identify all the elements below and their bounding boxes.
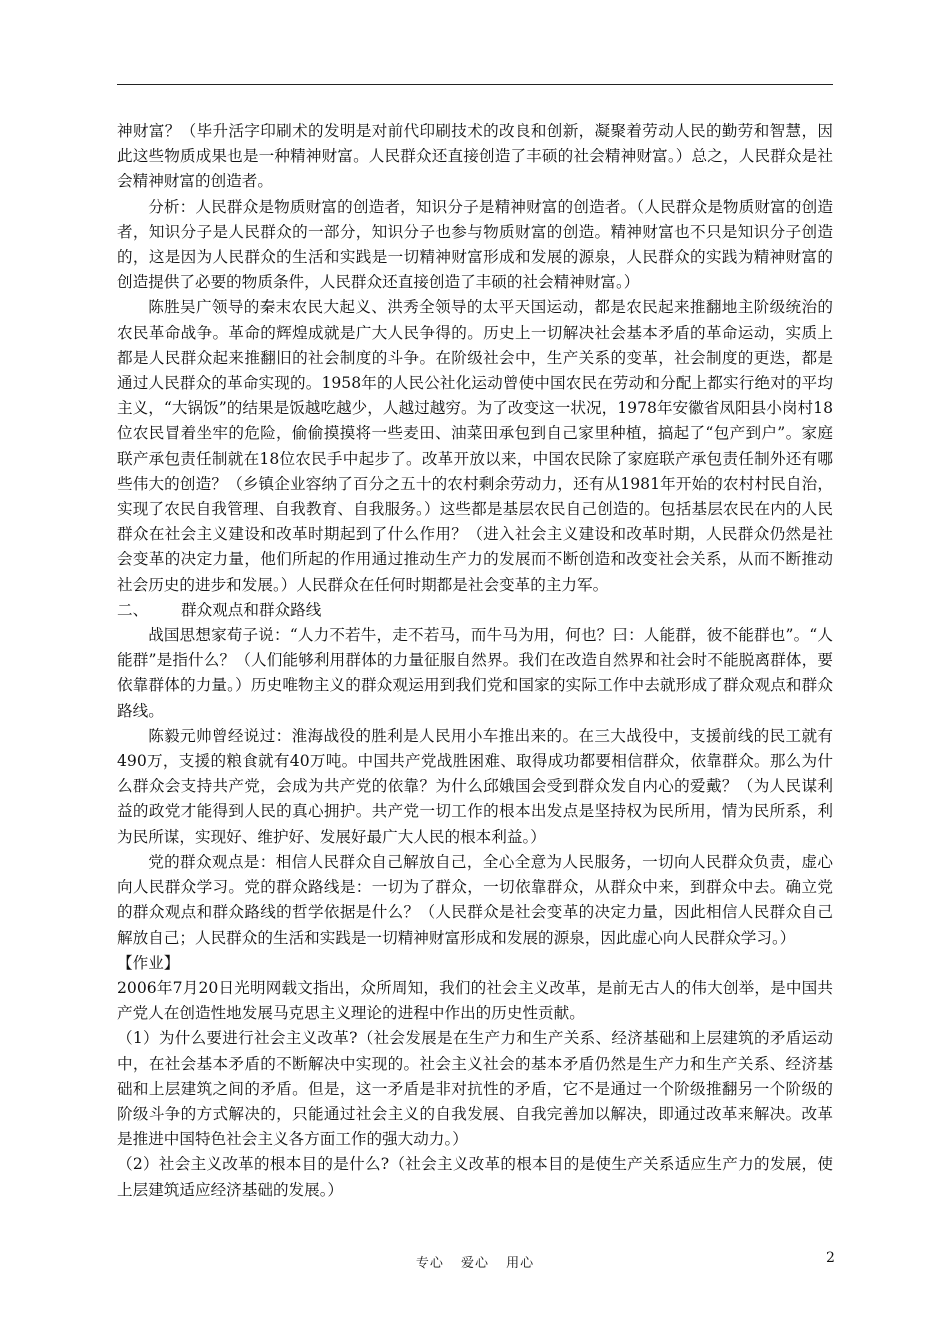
paragraph-question-1: （1）为什么要进行社会主义改革?（社会发展是在生产力和生产关系、经济基础和上层建筑的矛盾运动中，在社会基本矛盾的不断解决中实现的。社会主义社会的基本矛盾仍然是生产力和生产关系、经济基础和上层建筑之间的矛盾。但是，这一矛盾是非对抗性的矛盾，它不是通过一个阶级推翻另一个阶级的阶级斗争的方式解决的，只能通过社会主义的自我发展、自我完善加以解决，即通过改革来解决。改革是推进中国特色社会主义各方面工作的强大动力。） (117, 1029, 833, 1149)
footer-word-2: 爱心 (460, 1256, 489, 1271)
paragraph-mass-line: 党的群众观点是：相信人民群众自己解放自己，全心全意为人民服务，一切向人民群众负责，虚心向人民群众学习。党的群众路线是：一切为了群众，一切依靠群众，从群众中来，到群众中去。确立党的群众观点和群众路线的哲学依据是什么？（人民群众是社会变革的决定力量，因此相信人民群众自己解放自己；人民群众的生活和实践是一切精神财富形成和发展的源泉，因此虚心向人民群众学习。） (117, 852, 833, 947)
paragraph-continuation: 神财富？（毕升活字印刷术的发明是对前代印刷技术的改良和创新，凝聚着劳动人民的勤劳和智慧，因此这些物质成果也是一种精神财富。人民群众还直接创造了丰硕的社会精神财富。）总之，人民群众是社会精神财富的创造者。 (117, 122, 833, 191)
paragraph-homework-intro: 2006年7月20日光明网载文指出，众所周知，我们的社会主义改革，是前无古人的伟大创举，是中国共产党人在创造性地发展马克思主义理论的进程中作出的历史性贡献。 (117, 978, 833, 1023)
paragraph-question-2: （2）社会主义改革的根本目的是什么?（社会主义改革的根本目的是使生产关系适应生产力的发展，使上层建筑适应经济基础的发展。） (117, 1155, 833, 1199)
page-number: 2 (826, 1250, 835, 1266)
paragraph-chenyi: 陈毅元帅曾经说过：淮海战役的胜利是人民用小车推出来的。在三大战役中，支援前线的民工就有490万，支援的粮食就有40万吨。中国共产党战胜困难、取得成功都要相信群众，依靠群众。那么为什么群众会支持共产党，会成为共产党的依靠？为什么邱娥国会受到群众发自内心的爱戴？（为人民谋利益的政党才能得到人民的真心拥护。共产党一切工作的根本出发点是坚持权为民所用，情为民所系，利为民所谋，实现好、维护好、发展好最广大人民的根本利益。） (117, 726, 833, 846)
header-rule (117, 84, 833, 85)
homework-label: 【作业】 (117, 953, 180, 972)
section-heading (117, 598, 833, 623)
section-title: 群众观点和群众路线 (181, 600, 322, 619)
footer-motto (0, 1252, 950, 1271)
body-text (117, 119, 833, 1203)
paragraph-analysis: 分析：人民群众是物质财富的创造者，知识分子是精神财富的创造者。（人民群众是物质财富的创造者，知识分子是人民群众的一部分，知识分子也参与物质财富的创造。精神财富也不只是知识分子创造的，这是因为人民群众的生活和实践是一切精神财富形成和发展的源泉，人民群众的实践为精神财富的创造提供了必要的物质条件，人民群众还直接创造了丰硕的社会精神财富。） (117, 197, 833, 292)
footer-word-3: 用心 (506, 1256, 535, 1271)
footer-word-1: 专心 (415, 1256, 444, 1271)
paragraph-peasant-revolution: 陈胜吴广领导的秦末农民大起义、洪秀全领导的太平天国运动，都是农民起来推翻地主阶级统治的农民革命战争。革命的辉煌成就是广大人民争得的。历史上一切解决社会基本矛盾的革命运动，实质上都是人民群众起来推翻旧的社会制度的斗争。在阶级社会中，生产关系的变革，社会制度的更迭，都是通过人民群众的革命实现的。1958年的人民公社化运动曾使中国农民在劳动和分配上都实行绝对的平均主义，“大锅饭”的结果是饭越吃越少，人越过越穷。为了改变这一状况，1978年安徽省凤阳县小岗村18位农民冒着坐牢的危险，偷偷摸摸将一些麦田、油菜田承包到自己家里种植，搞起了“包产到户”。家庭联产承包责任制就在18位农民手中起步了。改革开放以来，中国农民除了家庭联产承包责任制外还有哪些伟大的创造？（乡镇企业容纳了百分之五十的农村剩余劳动力，还有从1981年开始的农村村民自治，实现了农民自我管理、自我教育、自我服务。）这些都是基层农民自己创造的。包括基层农民在内的人民群众在社会主义建设和改革时期起到了什么作用？（进入社会主义建设和改革时期，人民群众仍然是社会变革的决定力量，他们所起的作用通过推动生产力的发展而不断创造和改变社会关系，从而不断推动社会历史的进步和发展。）人民群众在任何时期都是社会变革的主力军。 (117, 298, 833, 594)
section-number: 二、 (117, 600, 149, 619)
paragraph-xunzi: 战国思想家荀子说：“人力不若牛，走不若马，而牛马为用，何也？曰：人能群，彼不能群也”。“人能群”是指什么？（人们能够利用群体的力量征服自然界。我们在改造自然界和社会时不能脱离群体，要依靠群体的力量。）历史唯物主义的群众观运用到我们党和国家的实际工作中去就形成了群众观点和群众路线。 (117, 626, 833, 720)
